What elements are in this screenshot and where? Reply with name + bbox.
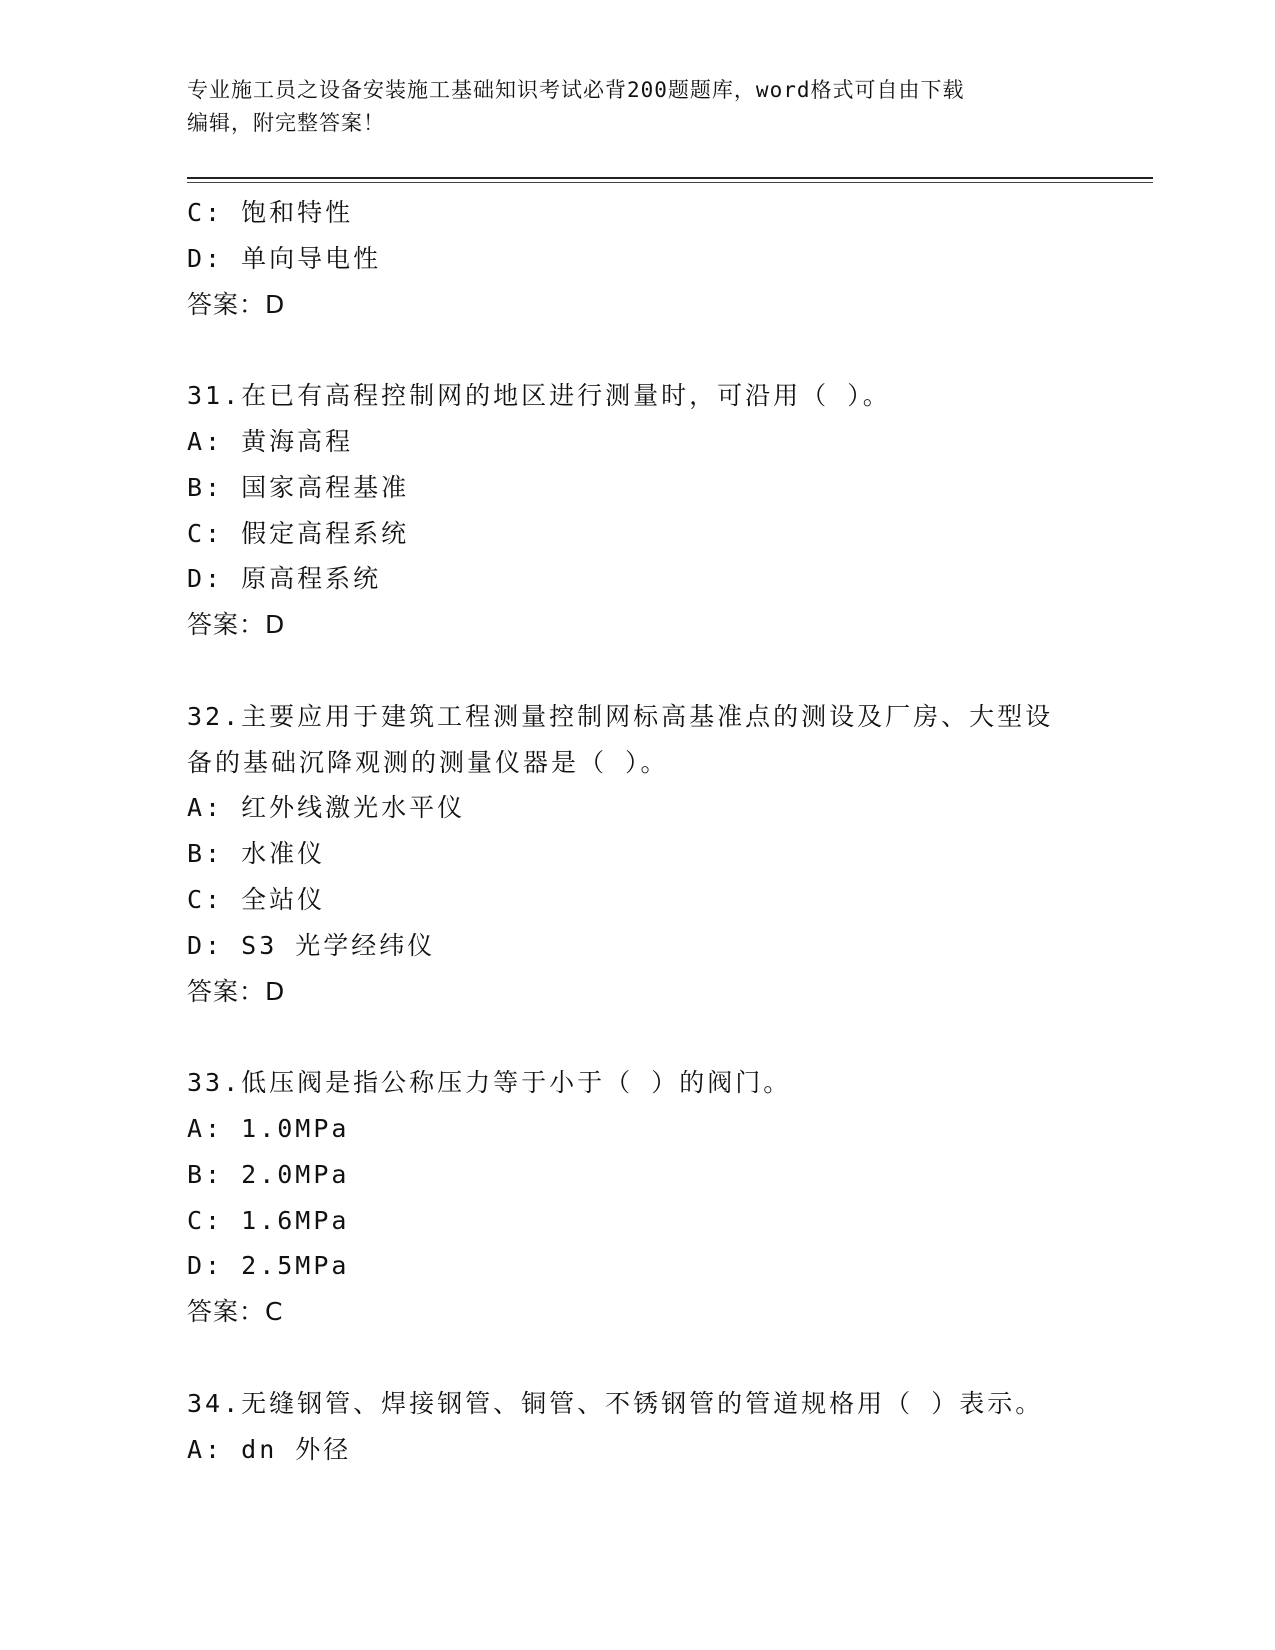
- option-c: C: 1.6MPa: [187, 1205, 350, 1235]
- spacer: [187, 327, 1087, 373]
- option-b: B: 水准仪: [187, 839, 326, 869]
- question-stem-continued: 备的基础沉降观测的测量仪器是（ ）。: [187, 747, 669, 777]
- option-d: D: 单向导电性: [187, 243, 382, 273]
- option-c: C: 假定高程系统: [187, 518, 410, 548]
- header-divider-thick: [187, 177, 1153, 179]
- question-stem: 31.在已有高程控制网的地区进行测量时，可沿用（ ）。: [187, 381, 891, 411]
- option-a: A: 红外线激光水平仪: [187, 793, 466, 823]
- question-list: [187, 190, 1087, 1472]
- question-30-continued: [187, 190, 1087, 327]
- spacer: [187, 1014, 1087, 1060]
- option-c: C: 全站仪: [187, 884, 326, 914]
- question-stem: 33.低压阀是指公称压力等于小于（ ）的阀门。: [187, 1068, 792, 1098]
- spacer: [187, 648, 1087, 694]
- spacer: [187, 1335, 1087, 1381]
- answer-line: 答案：D: [187, 976, 286, 1006]
- question-31: [187, 373, 1087, 648]
- option-b: B: 2.0MPa: [187, 1159, 350, 1189]
- header-divider-thin: [187, 182, 1153, 183]
- option-d: D: 2.5MPa: [187, 1251, 350, 1281]
- option-b: B: 国家高程基准: [187, 472, 410, 502]
- question-32: [187, 694, 1087, 1015]
- question-stem: 34.无缝钢管、焊接钢管、铜管、不锈钢管的管道规格用（ ）表示。: [187, 1388, 1044, 1418]
- option-a: A: dn 外径: [187, 1434, 352, 1464]
- question-34: [187, 1381, 1087, 1473]
- option-d: D: 原高程系统: [187, 564, 382, 594]
- header-line-1: 专业施工员之设备安装施工基础知识考试必背200题题库，word格式可自由下载: [187, 78, 965, 102]
- question-33: [187, 1060, 1087, 1335]
- answer-line: 答案：D: [187, 289, 286, 319]
- option-a: A: 黄海高程: [187, 426, 354, 456]
- answer-line: 答案：D: [187, 610, 286, 640]
- option-c: C: 饱和特性: [187, 198, 354, 227]
- answer-line: 答案：C: [187, 1297, 284, 1327]
- document-header: [187, 74, 1087, 140]
- option-d: D: S3 光学经纬仪: [187, 930, 436, 960]
- header-line-2: 编辑，附完整答案！: [187, 111, 385, 135]
- option-a: A: 1.0MPa: [187, 1113, 350, 1143]
- question-stem: 32.主要应用于建筑工程测量控制网标高基准点的测设及厂房、大型设: [187, 701, 1054, 731]
